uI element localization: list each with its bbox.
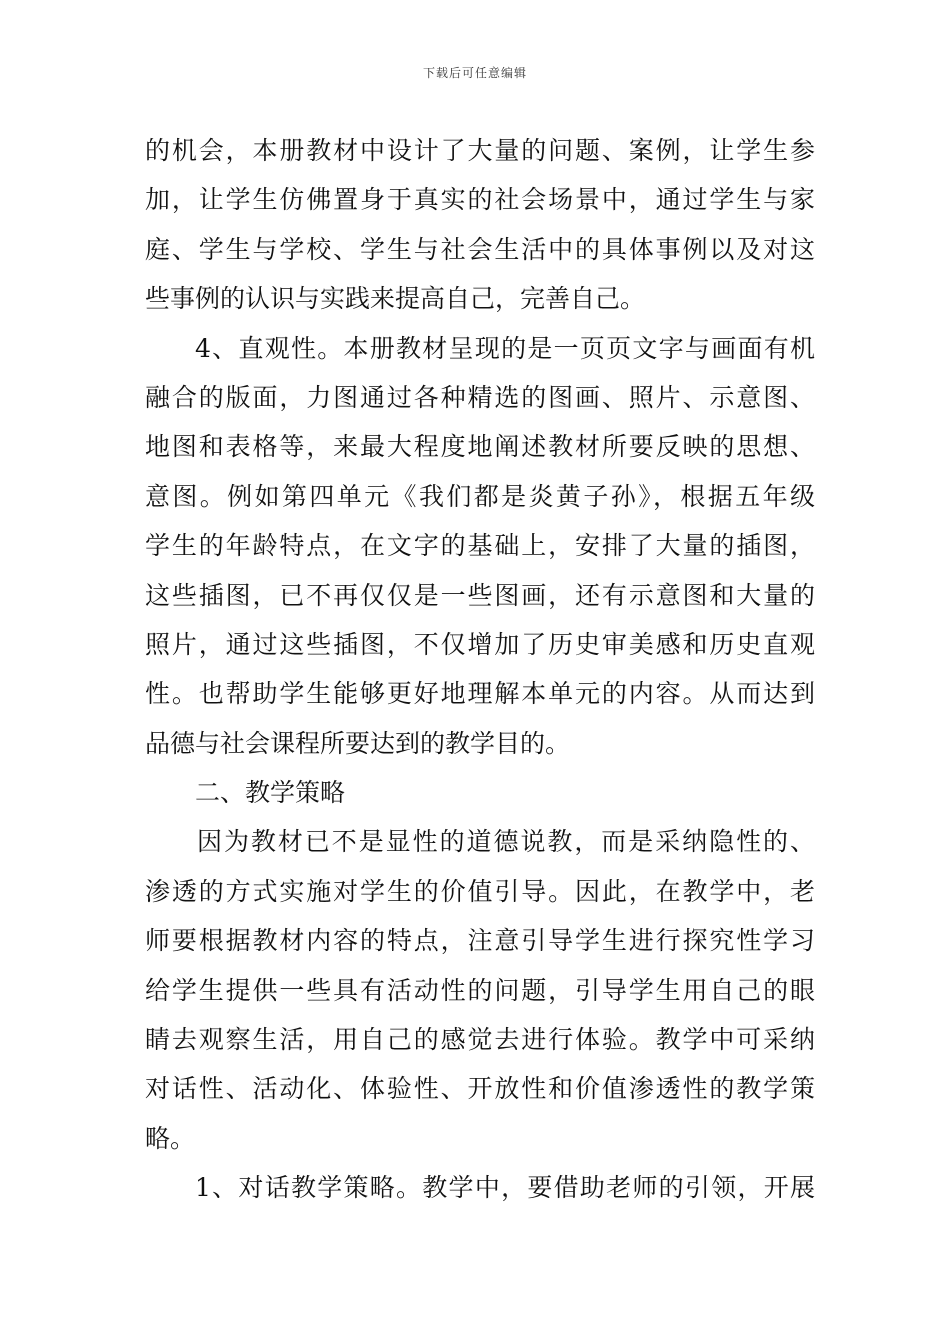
text-line: 学生的年龄特点，在文字的基础上，安排了大量的插图，	[145, 531, 815, 561]
text-line: 略。	[145, 1123, 196, 1153]
text-line: 这些插图，已不再仅仅是一些图画，还有示意图和大量的	[145, 580, 815, 610]
text-line: 师要根据教材内容的特点，注意引导学生进行探究性学习	[145, 926, 815, 956]
text-line: 融合的版面，力图通过各种精选的图画、照片、示意图、	[145, 382, 815, 412]
text-line: 睛去观察生活，用自己的感觉去进行体验。教学中可采纳	[145, 1025, 815, 1055]
document-body	[145, 126, 815, 1213]
text-line: 庭、学生与学校、学生与社会生活中的具体事例以及对这	[145, 234, 815, 264]
text-line: 意图。例如第四单元《我们都是炎黄子孙》，根据五年级	[145, 481, 815, 511]
text-line: 的机会，本册教材中设计了大量的问题、案例，让学生参	[145, 136, 815, 165]
text-line: 性。也帮助学生能够更好地理解本单元的内容。从而达到	[145, 679, 815, 709]
text-line: 些事例的认识与实践来提高自己，完善自己。	[145, 284, 646, 314]
text-line: 4、直观性。本册教材呈现的是一页页文字与画面有机	[195, 333, 815, 363]
text-line: 二、教学策略	[195, 778, 346, 808]
text-line: 照片，通过这些插图，不仅增加了历史审美感和历史直观	[145, 629, 815, 659]
text-line: 因为教材已不是显性的道德说教，而是采纳隐性的、	[197, 827, 815, 857]
text-line: 加，让学生仿佛置身于真实的社会场景中，通过学生与家	[145, 185, 815, 215]
page-header: 下载后可任意编辑	[422, 66, 527, 80]
text-line: 1、对话教学策略。教学中，要借助老师的引领，开展	[195, 1173, 815, 1203]
text-line: 给学生提供一些具有活动性的问题，引导学生用自己的眼	[145, 975, 815, 1005]
text-line: 品德与社会课程所要达到的教学目的。	[145, 728, 571, 758]
text-line: 对话性、活动化、体验性、开放性和价值渗透性的教学策	[145, 1074, 815, 1104]
text-line: 地图和表格等，来最大程度地阐述教材所要反映的思想、	[145, 432, 815, 462]
text-line: 渗透的方式实施对学生的价值引导。因此，在教学中，老	[145, 876, 815, 906]
